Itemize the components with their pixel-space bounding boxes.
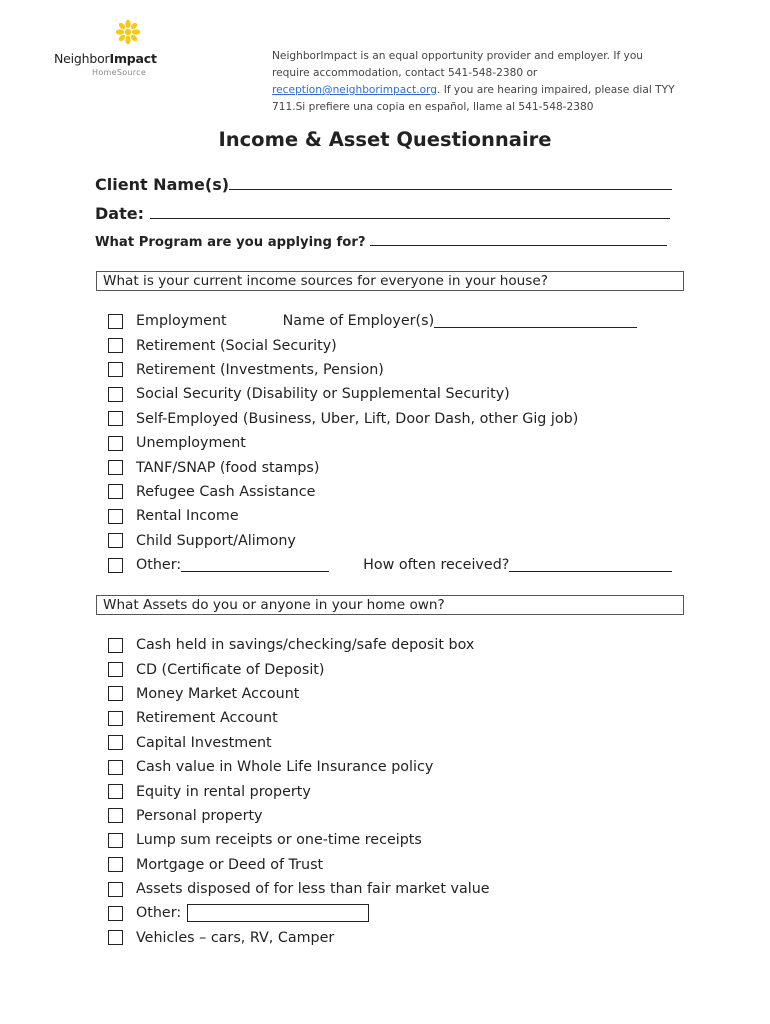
list-item[interactable]: Self-Employed (Business, Uber, Lift, Door Dash, other Gig job)	[108, 407, 672, 431]
checkbox[interactable]	[108, 387, 123, 402]
reception-email-link[interactable]: reception@neighborimpact.org	[272, 84, 437, 96]
checkbox[interactable]	[108, 558, 123, 573]
list-item[interactable]: Retirement Account	[108, 706, 490, 730]
checkbox[interactable]	[108, 509, 123, 524]
list-item[interactable]: Social Security (Disability or Supplemental Security)	[108, 382, 672, 406]
date-field[interactable]: Date:	[95, 204, 670, 223]
checkbox[interactable]	[108, 436, 123, 451]
checkbox[interactable]	[108, 784, 123, 799]
checkbox[interactable]	[108, 662, 123, 677]
checkbox[interactable]	[108, 686, 123, 701]
checkbox[interactable]	[108, 882, 123, 897]
income-sources-list	[108, 309, 672, 577]
checkbox[interactable]	[108, 362, 123, 377]
checkbox[interactable]	[108, 906, 123, 921]
list-item[interactable]: Assets disposed of for less than fair market value	[108, 877, 490, 901]
checkbox[interactable]	[108, 711, 123, 726]
checkbox[interactable]	[108, 735, 123, 750]
assets-question-box: What Assets do you or anyone in your home own?	[96, 595, 684, 615]
checkbox[interactable]	[108, 533, 123, 548]
list-item[interactable]: Retirement (Investments, Pension)	[108, 358, 672, 382]
list-item[interactable]: Other: How often received?	[108, 553, 672, 577]
other-asset-input[interactable]	[187, 904, 369, 922]
list-item[interactable]: Refugee Cash Assistance	[108, 480, 672, 504]
checkbox[interactable]	[108, 760, 123, 775]
checkbox[interactable]	[108, 638, 123, 653]
list-item[interactable]: Lump sum receipts or one-time receipts	[108, 828, 490, 852]
equal-opportunity-notice: NeighborImpact is an equal opportunity provider and employer. If you require accommodation, contact 541-548-2380 or reception@neighborimpact.org. If you are hearing impaired, please dial TYY 711.Si prefiere una copia en español, llame al 541-548-2380	[272, 50, 675, 113]
income-question-box: What is your current income sources for everyone in your house?	[96, 271, 684, 291]
list-item[interactable]: Equity in rental property	[108, 779, 490, 803]
checkbox[interactable]	[108, 338, 123, 353]
list-item[interactable]: Mortgage or Deed of Trust	[108, 853, 490, 877]
list-item[interactable]: Employment Name of Employer(s)	[108, 309, 672, 333]
checkbox[interactable]	[108, 808, 123, 823]
logo-subtitle: HomeSource	[92, 68, 147, 77]
list-item[interactable]: Vehicles – cars, RV, Camper	[108, 926, 490, 950]
list-item[interactable]: Cash held in savings/checking/safe deposit box	[108, 633, 490, 657]
assets-list	[108, 633, 490, 950]
list-item[interactable]: TANF/SNAP (food stamps)	[108, 455, 672, 479]
client-name-field[interactable]: Client Name(s)	[95, 175, 672, 194]
list-item[interactable]: Unemployment	[108, 431, 672, 455]
checkbox[interactable]	[108, 411, 123, 426]
checkbox[interactable]	[108, 460, 123, 475]
list-item[interactable]: Other:	[108, 901, 490, 925]
checkbox[interactable]	[108, 833, 123, 848]
checkbox[interactable]	[108, 314, 123, 329]
list-item[interactable]: Money Market Account	[108, 682, 490, 706]
list-item[interactable]: Cash value in Whole Life Insurance policy	[108, 755, 490, 779]
checkbox[interactable]	[108, 484, 123, 499]
logo-wordmark: NeighborImpact	[54, 51, 157, 66]
page-title: Income & Asset Questionnaire	[218, 128, 552, 151]
list-item[interactable]: Rental Income	[108, 504, 672, 528]
list-item[interactable]: Child Support/Alimony	[108, 529, 672, 553]
list-item[interactable]: Retirement (Social Security)	[108, 333, 672, 357]
list-item[interactable]: Capital Investment	[108, 731, 490, 755]
checkbox[interactable]	[108, 857, 123, 872]
list-item[interactable]: Personal property	[108, 804, 490, 828]
checkbox[interactable]	[108, 930, 123, 945]
list-item[interactable]: CD (Certificate of Deposit)	[108, 657, 490, 681]
program-field[interactable]: What Program are you applying for?	[95, 231, 667, 250]
